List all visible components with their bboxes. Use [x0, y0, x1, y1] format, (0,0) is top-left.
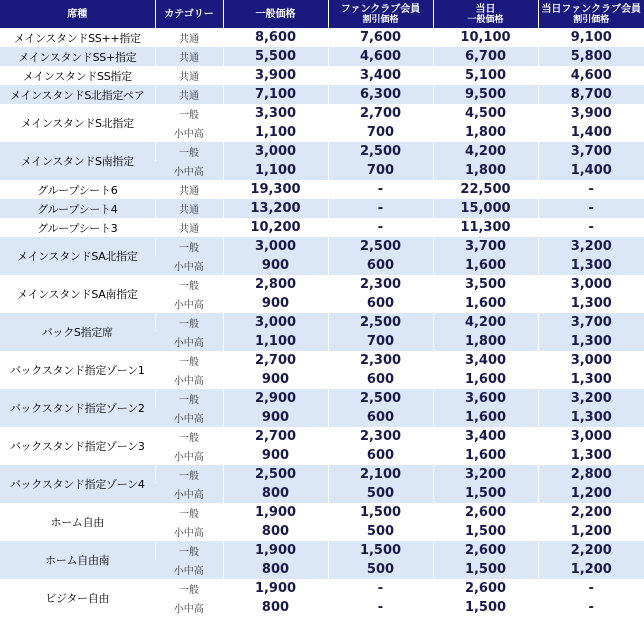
sameday-general-price-cell: 3,700: [433, 237, 538, 256]
seat-type-cell: バックスタンド指定ゾーン2: [0, 389, 155, 427]
sameday-fanclub-price-cell: 3,000: [538, 427, 644, 446]
seat-type-cell: メインスタンドSS+指定: [0, 47, 155, 66]
sameday-fanclub-price-cell: 1,300: [538, 370, 644, 389]
sameday-general-price-cell: 1,600: [433, 256, 538, 275]
sameday-general-price-cell: 4,500: [433, 104, 538, 123]
sameday-general-price-cell: 15,000: [433, 199, 538, 218]
header-sameday-fanclub-price: 当日ファンクラブ会員 割引価格: [538, 0, 644, 28]
header-fanclub-price: ファンクラブ会員 割引価格: [328, 0, 433, 28]
fanclub-price-cell: 2,300: [328, 275, 433, 294]
general-price-cell: 3,000: [223, 142, 328, 161]
category-cell: 小中高: [173, 452, 204, 463]
general-price-cell: 900: [223, 408, 328, 427]
general-price-cell: 1,100: [223, 123, 328, 142]
fanclub-price-cell: 600: [328, 294, 433, 313]
sameday-fanclub-price-cell: 1,300: [538, 294, 644, 313]
seat-type-cell: メインスタンドS北指定: [20, 117, 134, 130]
sameday-fanclub-price-cell: 1,200: [538, 484, 644, 503]
general-price-cell: 3,300: [223, 104, 328, 123]
sameday-general-price-cell: 1,600: [433, 370, 538, 389]
general-price-cell: 1,900: [223, 579, 328, 598]
sameday-general-price-cell: 22,500: [433, 180, 538, 199]
header-seat-type: 席種: [0, 0, 155, 28]
fanclub-price-cell: 500: [328, 560, 433, 579]
fanclub-price-cell: 2,500: [328, 389, 433, 408]
fanclub-price-cell: -: [328, 218, 433, 237]
category-cell: 小中高: [155, 408, 223, 427]
sameday-fanclub-price-cell: 9,100: [538, 28, 644, 47]
table-row: [0, 313, 644, 332]
general-price-cell: 2,800: [223, 275, 328, 294]
header-general-price: 一般価格: [223, 0, 328, 28]
sameday-fanclub-price-cell: 3,000: [538, 351, 644, 370]
sameday-fanclub-price-cell: 8,700: [538, 85, 644, 104]
table-row: [0, 218, 644, 237]
general-price-cell: 1,100: [223, 161, 328, 180]
general-price-cell: 3,900: [223, 66, 328, 85]
table-row: [0, 541, 644, 560]
category-cell: 一般: [155, 142, 223, 161]
fanclub-price-cell: 700: [328, 161, 433, 180]
sameday-general-price-cell: 11,300: [433, 218, 538, 237]
sameday-general-price-cell: 9,500: [433, 85, 538, 104]
fanclub-price-cell: 4,600: [328, 47, 433, 66]
category-cell: 小中高: [155, 332, 223, 351]
sameday-general-price-cell: 2,600: [433, 503, 538, 522]
sameday-general-price-cell: 1,500: [433, 598, 538, 617]
fanclub-price-cell: 1,500: [328, 541, 433, 560]
seat-type-cell: バックS指定席: [0, 313, 155, 351]
general-price-cell: 2,500: [223, 465, 328, 484]
fanclub-price-cell: 2,300: [328, 427, 433, 446]
general-price-cell: 5,500: [223, 47, 328, 66]
sameday-fanclub-price-cell: 2,200: [538, 503, 644, 522]
sameday-fanclub-price-cell: 1,200: [538, 560, 644, 579]
table-row: [0, 275, 644, 294]
category-cell: 小中高: [173, 528, 204, 539]
seat-type-cell: メインスタンドS南指定: [0, 142, 155, 180]
sameday-fanclub-price-cell: -: [538, 180, 644, 199]
table-row: [0, 465, 644, 484]
sameday-fanclub-price-cell: 1,400: [538, 161, 644, 180]
sameday-fanclub-price-cell: -: [538, 579, 644, 598]
general-price-cell: 900: [223, 370, 328, 389]
table-row: [0, 427, 644, 446]
category-cell: 共通: [155, 218, 223, 237]
table-row: [0, 351, 644, 370]
sameday-fanclub-price-cell: -: [538, 598, 644, 617]
fanclub-price-cell: 7,600: [328, 28, 433, 47]
table-row: [0, 28, 644, 47]
category-cell: 一般: [155, 541, 223, 560]
sameday-general-price-cell: 1,800: [433, 161, 538, 180]
sameday-fanclub-price-cell: 1,300: [538, 408, 644, 427]
header-sameday-general-price: 当日 一般価格: [433, 0, 538, 28]
sameday-fanclub-price-cell: 3,900: [538, 104, 644, 123]
sameday-fanclub-price-cell: -: [538, 218, 644, 237]
general-price-cell: 800: [223, 598, 328, 617]
sameday-general-price-cell: 10,100: [433, 28, 538, 47]
sameday-general-price-cell: 1,600: [433, 408, 538, 427]
seat-type-cell: グループシート3: [37, 221, 118, 235]
sameday-fanclub-price-cell: 3,200: [538, 237, 644, 256]
category-cell: 小中高: [173, 300, 204, 311]
general-price-cell: 13,200: [223, 199, 328, 218]
fanclub-price-cell: 2,700: [328, 104, 433, 123]
sameday-general-price-cell: 1,500: [433, 484, 538, 503]
sameday-general-price-cell: 1,500: [433, 560, 538, 579]
seat-type-cell: メインスタンドSA北指定: [0, 237, 155, 275]
sameday-fanclub-price-cell: 2,200: [538, 541, 644, 560]
sameday-fanclub-price-cell: 1,200: [538, 522, 644, 541]
table-row: [0, 85, 644, 104]
general-price-cell: 3,000: [223, 237, 328, 256]
sameday-general-price-cell: 2,600: [433, 579, 538, 598]
sameday-fanclub-price-cell: 2,800: [538, 465, 644, 484]
sameday-fanclub-price-cell: -: [538, 199, 644, 218]
table-row: [0, 579, 644, 598]
category-cell: 小中高: [155, 560, 223, 579]
general-price-cell: 7,100: [223, 85, 328, 104]
seat-type-cell: バックスタンド指定ゾーン4: [0, 465, 155, 503]
sameday-general-price-cell: 3,200: [433, 465, 538, 484]
general-price-cell: 2,700: [223, 351, 328, 370]
category-cell: 小中高: [155, 484, 223, 503]
sameday-general-price-cell: 4,200: [433, 313, 538, 332]
category-cell: 共通: [155, 199, 223, 218]
general-price-cell: 800: [223, 484, 328, 503]
category-cell: 小中高: [155, 161, 223, 180]
category-cell: 一般: [155, 503, 223, 522]
category-cell: 一般: [155, 237, 223, 256]
general-price-cell: 19,300: [223, 180, 328, 199]
general-price-cell: 1,900: [223, 503, 328, 522]
fanclub-price-cell: 700: [328, 332, 433, 351]
sameday-general-price-cell: 3,400: [433, 351, 538, 370]
fanclub-price-cell: 700: [328, 123, 433, 142]
seat-type-cell: グループシート4: [0, 199, 155, 218]
general-price-cell: 900: [223, 446, 328, 465]
general-price-cell: 800: [223, 522, 328, 541]
sameday-fanclub-price-cell: 5,800: [538, 47, 644, 66]
fanclub-price-cell: 2,100: [328, 465, 433, 484]
general-price-cell: 10,200: [223, 218, 328, 237]
seat-type-cell: メインスタンドS北指定ペア: [0, 85, 155, 104]
header-row: [0, 0, 644, 28]
fanclub-price-cell: 2,500: [328, 313, 433, 332]
sameday-fanclub-price-cell: 3,200: [538, 389, 644, 408]
sameday-fanclub-price-cell: 1,300: [538, 256, 644, 275]
sameday-general-price-cell: 6,700: [433, 47, 538, 66]
category-cell: 一般: [155, 389, 223, 408]
fanclub-price-cell: -: [328, 199, 433, 218]
sameday-general-price-cell: 1,600: [433, 294, 538, 313]
category-cell: 一般: [155, 104, 223, 123]
sameday-general-price-cell: 1,600: [433, 446, 538, 465]
fanclub-price-cell: -: [328, 579, 433, 598]
sameday-general-price-cell: 1,800: [433, 332, 538, 351]
category-cell: 一般: [155, 465, 223, 484]
sameday-fanclub-price-cell: 1,300: [538, 332, 644, 351]
table-row: [0, 47, 644, 66]
general-price-cell: 1,100: [223, 332, 328, 351]
fanclub-price-cell: 500: [328, 484, 433, 503]
general-price-cell: 2,700: [223, 427, 328, 446]
table-row: [0, 503, 644, 522]
general-price-cell: 1,900: [223, 541, 328, 560]
category-cell: 共通: [155, 180, 223, 199]
sameday-general-price-cell: 2,600: [433, 541, 538, 560]
fanclub-price-cell: 6,300: [328, 85, 433, 104]
fanclub-price-cell: 2,500: [328, 237, 433, 256]
seat-type-cell: バックスタンド指定ゾーン1: [9, 364, 145, 377]
table-body: [0, 28, 644, 617]
table-row: [0, 66, 644, 85]
general-price-cell: 900: [223, 256, 328, 275]
seat-type-cell: メインスタンドSS指定: [22, 69, 132, 83]
table-row: [0, 237, 644, 256]
category-cell: 一般: [155, 579, 223, 598]
category-cell: 共通: [155, 66, 223, 85]
seat-type-cell: グループシート6: [37, 183, 118, 197]
sameday-general-price-cell: 4,200: [433, 142, 538, 161]
seat-type-cell: ホーム自由: [50, 516, 104, 529]
fanclub-price-cell: 600: [328, 256, 433, 275]
fanclub-price-cell: 3,400: [328, 66, 433, 85]
seat-type-cell: バックスタンド指定ゾーン3: [9, 440, 145, 453]
sameday-fanclub-price-cell: 3,700: [538, 142, 644, 161]
seat-type-cell: ビジター自由: [45, 592, 110, 605]
general-price-cell: 800: [223, 560, 328, 579]
general-price-cell: 900: [223, 294, 328, 313]
fanclub-price-cell: 600: [328, 408, 433, 427]
seat-type-cell: メインスタンドSA南指定: [16, 288, 138, 301]
fanclub-price-cell: 2,500: [328, 142, 433, 161]
sameday-general-price-cell: 5,100: [433, 66, 538, 85]
category-cell: 一般: [155, 427, 223, 446]
table-header: [0, 0, 644, 28]
table-row: [0, 142, 644, 161]
category-cell: 共通: [155, 47, 223, 66]
category-cell: 小中高: [173, 129, 204, 140]
sameday-general-price-cell: 1,800: [433, 123, 538, 142]
sameday-general-price-cell: 3,600: [433, 389, 538, 408]
fanclub-price-cell: 600: [328, 446, 433, 465]
sameday-general-price-cell: 3,400: [433, 427, 538, 446]
category-cell: 小中高: [155, 256, 223, 275]
sameday-fanclub-price-cell: 1,300: [538, 446, 644, 465]
fanclub-price-cell: -: [328, 598, 433, 617]
fanclub-price-cell: 500: [328, 522, 433, 541]
category-cell: 共通: [155, 28, 223, 47]
fanclub-price-cell: 2,300: [328, 351, 433, 370]
sameday-general-price-cell: 1,500: [433, 522, 538, 541]
sameday-fanclub-price-cell: 4,600: [538, 66, 644, 85]
category-cell: 一般: [155, 275, 223, 294]
fanclub-price-cell: 600: [328, 370, 433, 389]
category-cell: 小中高: [173, 604, 204, 615]
category-cell: 共通: [155, 85, 223, 104]
general-price-cell: 3,000: [223, 313, 328, 332]
category-cell: 小中高: [173, 376, 204, 387]
table-row: [0, 199, 644, 218]
category-cell: 一般: [155, 351, 223, 370]
sameday-general-price-cell: 3,500: [433, 275, 538, 294]
general-price-cell: 2,900: [223, 389, 328, 408]
sameday-fanclub-price-cell: 3,000: [538, 275, 644, 294]
header-category: カテゴリー: [155, 0, 223, 28]
sameday-fanclub-price-cell: 1,400: [538, 123, 644, 142]
table-row: [0, 104, 644, 123]
general-price-cell: 8,600: [223, 28, 328, 47]
table-row: [0, 389, 644, 408]
seat-type-cell: ホーム自由南: [0, 541, 155, 579]
category-cell: 一般: [155, 313, 223, 332]
table-row: [0, 180, 644, 199]
fanclub-price-cell: -: [328, 180, 433, 199]
fanclub-price-cell: 1,500: [328, 503, 433, 522]
sameday-fanclub-price-cell: 3,700: [538, 313, 644, 332]
seat-type-cell: メインスタンドSS++指定: [13, 31, 141, 45]
